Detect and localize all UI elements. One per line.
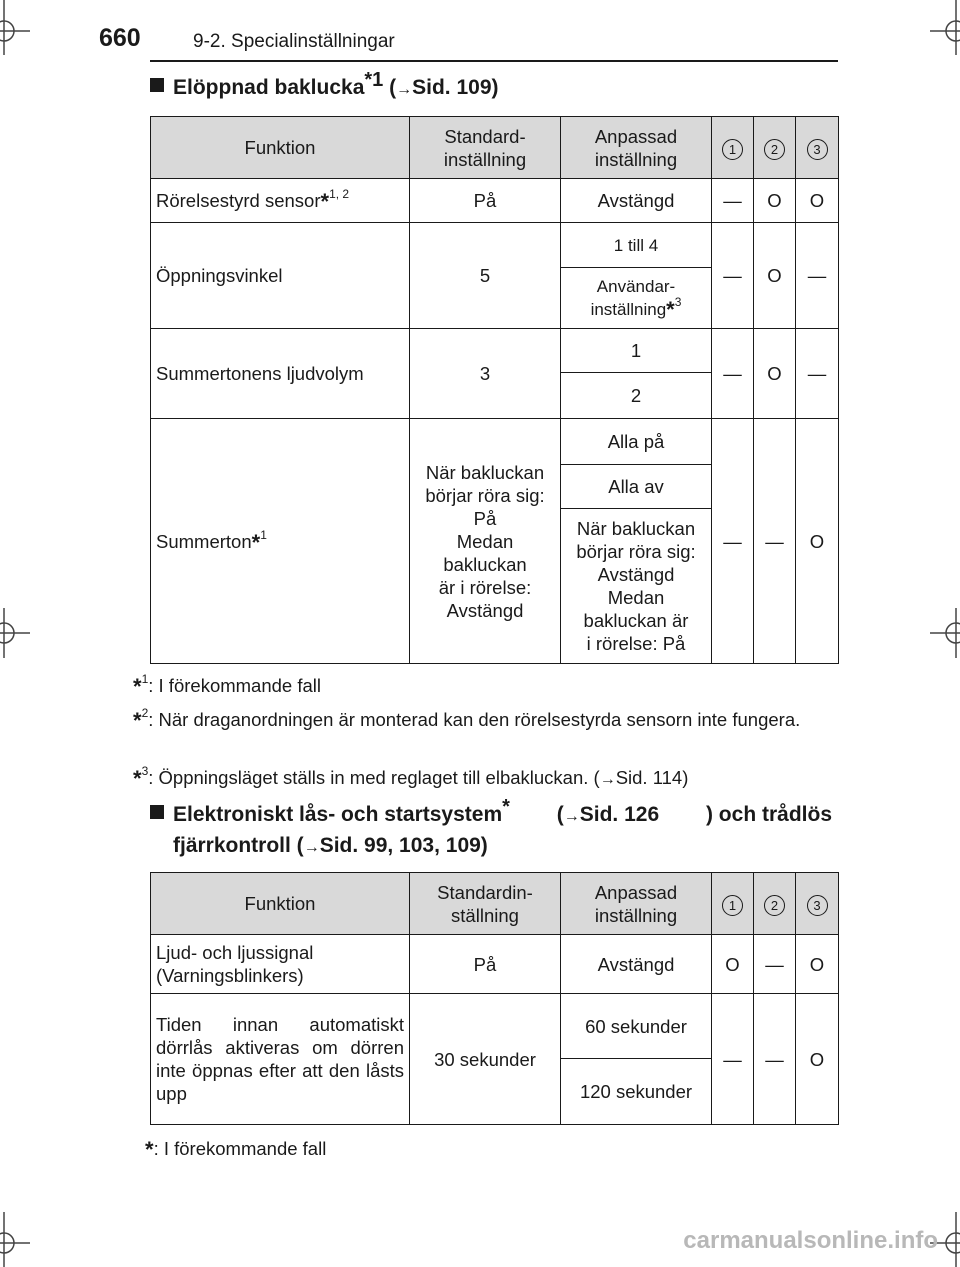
- settings-table-power-tailgate: [150, 116, 839, 664]
- column-header-3: [796, 873, 839, 935]
- column-header-1: [712, 873, 754, 935]
- mode-3-cell: O: [796, 419, 839, 664]
- custom-cell: 60 sekunder: [561, 994, 712, 1059]
- settings-table-smart-key: [150, 872, 839, 1125]
- custom-cell: 1 till 4: [561, 223, 712, 268]
- standard-cell: På: [410, 935, 561, 994]
- page-reference-link[interactable]: Sid. 114: [615, 767, 683, 788]
- custom-cell: 2: [561, 373, 712, 419]
- mode-1-cell: —: [712, 994, 754, 1125]
- arrow-right-icon: →: [303, 839, 320, 856]
- column-header-2: [754, 117, 796, 179]
- circled-number-3-icon: 3: [807, 895, 828, 916]
- square-bullet-icon: [150, 78, 164, 92]
- column-header-standard: Standard- inställning: [410, 117, 561, 179]
- column-header-2: [754, 873, 796, 935]
- footnote-smart-key: *: I förekommande fall: [145, 1137, 327, 1162]
- page-reference-link[interactable]: Sid. 126: [579, 803, 660, 826]
- table-row: [151, 329, 839, 373]
- standard-cell: 3: [410, 329, 561, 419]
- custom-cell: 120 sekunder: [561, 1059, 712, 1125]
- section-heading-smart-key: Elektroniskt lås- och startsystem* (→Sid. 126 ) och trådlös fjärrkontroll (→Sid. 99, 103, 109): [150, 800, 832, 862]
- custom-cell: Alla av: [561, 465, 712, 509]
- table-row: [151, 223, 839, 268]
- standard-cell: På: [410, 179, 561, 223]
- mode-1-cell: —: [712, 179, 754, 223]
- function-cell: Tiden innan automatiskt dörrlås aktiveras om dörren inte öppnas efter att den låsts upp: [151, 994, 410, 1125]
- table-row: [151, 419, 839, 465]
- standard-cell: 30 sekunder: [410, 994, 561, 1125]
- circled-number-3-icon: 3: [807, 139, 828, 160]
- mode-3-cell: —: [796, 329, 839, 419]
- mode-2-cell: —: [754, 994, 796, 1125]
- mode-1-cell: O: [712, 935, 754, 994]
- chapter-title: 9-2. Specialinställningar: [193, 31, 395, 52]
- function-cell: Summerton*$^1$: [151, 419, 410, 664]
- footnote-2: *$^2$: När draganordningen är monterad kan den rörelsestyrda sensorn inte fungera.: [133, 706, 801, 733]
- footnote-1: *$^1$: I förekommande fall: [133, 672, 321, 699]
- custom-cell: Avstängd: [561, 935, 712, 994]
- column-header-function: Funktion: [151, 117, 410, 179]
- table-row: [151, 994, 839, 1059]
- column-header-standard: Standardin- ställning: [410, 873, 561, 935]
- mode-2-cell: —: [754, 419, 796, 664]
- custom-cell: Avstängd: [561, 179, 712, 223]
- section-heading-power-tailgate: Elöppnad baklucka$^{*1}$ (→Sid. 109): [150, 73, 499, 104]
- standard-cell: När bakluckan börjar röra sig: På Medan bakluckan är i rörelse: Avstängd: [410, 419, 561, 664]
- arrow-right-icon: →: [396, 81, 413, 98]
- mode-2-cell: O: [754, 179, 796, 223]
- crop-mark-top-right: [920, 0, 960, 60]
- column-header-function: Funktion: [151, 873, 410, 935]
- mode-2-cell: —: [754, 935, 796, 994]
- function-cell: Öppningsvinkel: [151, 223, 410, 329]
- crop-mark-top-left: [0, 0, 40, 60]
- circled-number-2-icon: 2: [764, 139, 785, 160]
- square-bullet-icon: [150, 805, 164, 819]
- function-cell: Rörelsestyrd sensor*$^{1, 2}$: [151, 179, 410, 223]
- crop-mark-mid-left: [0, 603, 40, 663]
- arrow-right-icon: →: [599, 771, 616, 788]
- crop-mark-mid-right: [920, 603, 960, 663]
- mode-3-cell: —: [796, 223, 839, 329]
- custom-cell: När bakluckan börjar röra sig: Avstängd Medan bakluckan är i rörelse: På: [561, 509, 712, 664]
- circled-number-1-icon: 1: [722, 139, 743, 160]
- page-number: 660: [99, 24, 141, 52]
- footnote-marker: *: [502, 796, 510, 818]
- column-header-custom: Anpassad inställning: [561, 873, 712, 935]
- circled-number-1-icon: 1: [722, 895, 743, 916]
- page-reference-link[interactable]: Sid. 99, 103, 109: [319, 834, 481, 857]
- circled-number-2-icon: 2: [764, 895, 785, 916]
- mode-3-cell: O: [796, 935, 839, 994]
- watermark: carmanualsonline.info: [683, 1227, 938, 1254]
- column-header-custom: Anpassad inställning: [561, 117, 712, 179]
- mode-3-cell: O: [796, 179, 839, 223]
- custom-cell: 1: [561, 329, 712, 373]
- function-cell: Ljud- och ljussignal (Varningsblinkers): [151, 935, 410, 994]
- mode-1-cell: —: [712, 223, 754, 329]
- arrow-right-icon: →: [563, 808, 580, 825]
- footnote-marker: *1: [364, 69, 384, 91]
- custom-cell: Användar- inställning*$^3$: [561, 268, 712, 329]
- function-cell: Summertonens ljudvolym: [151, 329, 410, 419]
- mode-1-cell: —: [712, 329, 754, 419]
- footnote-3: *$^3$: Öppningsläget ställs in med reglaget till elbakluckan. (→Sid. 114): [133, 764, 689, 791]
- crop-mark-bottom-left: [0, 1207, 40, 1267]
- mode-3-cell: O: [796, 994, 839, 1125]
- mode-2-cell: O: [754, 329, 796, 419]
- mode-1-cell: —: [712, 419, 754, 664]
- header-rule: [150, 60, 838, 62]
- page-reference-link[interactable]: Sid. 109: [412, 76, 492, 99]
- column-header-3: [796, 117, 839, 179]
- table-row: [151, 179, 839, 223]
- column-header-1: [712, 117, 754, 179]
- standard-cell: 5: [410, 223, 561, 329]
- custom-cell: Alla på: [561, 419, 712, 465]
- table-row: [151, 935, 839, 994]
- mode-2-cell: O: [754, 223, 796, 329]
